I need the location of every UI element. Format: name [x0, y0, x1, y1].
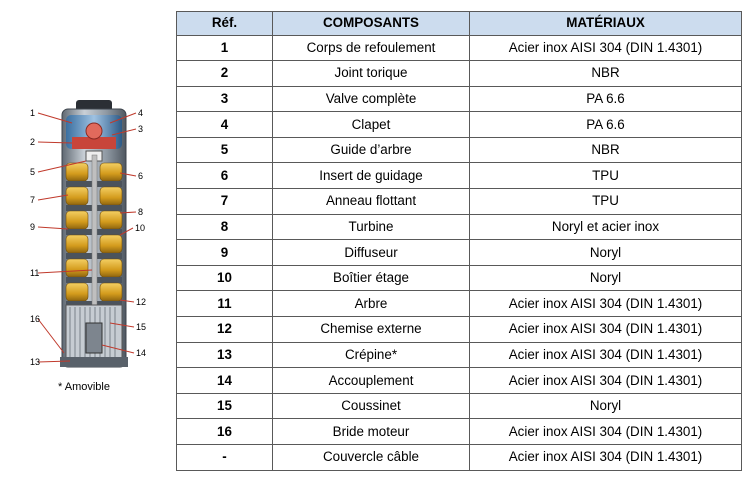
component-cell: Corps de refoulement	[273, 35, 470, 61]
material-cell: Acier inox AISI 304 (DIN 1.4301)	[470, 342, 742, 368]
table-row	[177, 445, 742, 471]
stage-impeller	[100, 283, 122, 301]
callout-8: 8	[138, 207, 144, 217]
material-cell: Noryl et acier inox	[470, 214, 742, 240]
callout-12: 12	[136, 297, 147, 307]
pump-drawing	[0, 95, 170, 405]
table-header-row	[177, 12, 742, 36]
ref-cell: 10	[177, 265, 273, 291]
component-cell: Guide d’arbre	[273, 137, 470, 163]
table-row	[177, 317, 742, 343]
material-cell: Acier inox AISI 304 (DIN 1.4301)	[470, 291, 742, 317]
table-row	[177, 35, 742, 61]
table-row	[177, 393, 742, 419]
material-cell: PA 6.6	[470, 86, 742, 112]
ref-cell: 5	[177, 137, 273, 163]
callout-4: 4	[138, 108, 144, 118]
table-row	[177, 214, 742, 240]
table-row	[177, 86, 742, 112]
ref-cell: 3	[177, 86, 273, 112]
stage-impeller	[66, 235, 88, 253]
header-components: COMPOSANTS	[273, 12, 470, 36]
table-row	[177, 342, 742, 368]
component-cell: Accouplement	[273, 368, 470, 394]
callout-6: 6	[138, 171, 144, 181]
ref-cell: 11	[177, 291, 273, 317]
component-cell: Couvercle câble	[273, 445, 470, 471]
table-row	[177, 137, 742, 163]
material-cell: Noryl	[470, 265, 742, 291]
component-cell: Boîtier étage	[273, 265, 470, 291]
component-cell: Insert de guidage	[273, 163, 470, 189]
ref-cell: 6	[177, 163, 273, 189]
callout-14: 14	[136, 348, 147, 358]
table-row	[177, 419, 742, 445]
material-cell: Noryl	[470, 393, 742, 419]
table-row	[177, 240, 742, 266]
ref-cell: -	[177, 445, 273, 471]
stage-impeller	[66, 163, 88, 181]
material-cell: PA 6.6	[470, 112, 742, 138]
component-cell: Valve complète	[273, 86, 470, 112]
material-cell: Acier inox AISI 304 (DIN 1.4301)	[470, 445, 742, 471]
table-row	[177, 368, 742, 394]
material-cell: TPU	[470, 189, 742, 215]
header-materials: MATÉRIAUX	[470, 12, 742, 36]
motor-flange	[60, 357, 128, 367]
component-cell: Anneau flottant	[273, 189, 470, 215]
material-cell: NBR	[470, 61, 742, 87]
table-row	[177, 163, 742, 189]
callout-10: 10	[135, 223, 146, 233]
stage-impeller	[66, 283, 88, 301]
ref-cell: 4	[177, 112, 273, 138]
material-cell: Acier inox AISI 304 (DIN 1.4301)	[470, 317, 742, 343]
callout-16: 16	[30, 314, 41, 324]
component-cell: Crépine*	[273, 342, 470, 368]
callout-leader-line	[38, 319, 64, 353]
ref-cell: 15	[177, 393, 273, 419]
material-cell: Acier inox AISI 304 (DIN 1.4301)	[470, 368, 742, 394]
stage-impeller	[100, 163, 122, 181]
component-cell: Arbre	[273, 291, 470, 317]
stage-impeller	[66, 211, 88, 229]
ref-cell: 9	[177, 240, 273, 266]
table-row	[177, 291, 742, 317]
component-cell: Diffuseur	[273, 240, 470, 266]
callout-2: 2	[30, 137, 36, 147]
removable-footnote: * Amovible	[58, 381, 110, 393]
material-cell: NBR	[470, 137, 742, 163]
pump-shaft	[92, 155, 97, 330]
material-cell: Noryl	[470, 240, 742, 266]
callout-11: 11	[30, 268, 40, 278]
component-cell: Coussinet	[273, 393, 470, 419]
stage-impeller	[100, 235, 122, 253]
material-cell: TPU	[470, 163, 742, 189]
ref-cell: 8	[177, 214, 273, 240]
ref-cell: 1	[177, 35, 273, 61]
stage-impeller	[66, 187, 88, 205]
callout-5: 5	[30, 167, 36, 177]
ref-cell: 14	[177, 368, 273, 394]
table-row	[177, 61, 742, 87]
ref-cell: 7	[177, 189, 273, 215]
material-cell: Acier inox AISI 304 (DIN 1.4301)	[470, 419, 742, 445]
stage-impeller	[100, 187, 122, 205]
ref-cell: 2	[177, 61, 273, 87]
callout-7: 7	[30, 195, 36, 205]
callout-9: 9	[30, 222, 36, 232]
coupling	[86, 323, 102, 353]
table-row	[177, 265, 742, 291]
header-ref: Réf.	[177, 12, 273, 36]
pump-cutaway-figure	[0, 95, 170, 405]
callout-3: 3	[138, 124, 144, 134]
stage-impeller	[100, 259, 122, 277]
table-row	[177, 112, 742, 138]
component-cell: Joint torique	[273, 61, 470, 87]
ref-cell: 12	[177, 317, 273, 343]
stage-impeller	[100, 211, 122, 229]
components-materials-table	[176, 11, 742, 471]
callout-1: 1	[30, 108, 36, 118]
stage-impeller	[66, 259, 88, 277]
material-cell: Acier inox AISI 304 (DIN 1.4301)	[470, 35, 742, 61]
component-cell: Clapet	[273, 112, 470, 138]
ref-cell: 16	[177, 419, 273, 445]
component-cell: Bride moteur	[273, 419, 470, 445]
table-row	[177, 189, 742, 215]
ref-cell: 13	[177, 342, 273, 368]
component-cell: Turbine	[273, 214, 470, 240]
component-cell: Chemise externe	[273, 317, 470, 343]
callout-13: 13	[30, 357, 41, 367]
callout-15: 15	[136, 322, 147, 332]
